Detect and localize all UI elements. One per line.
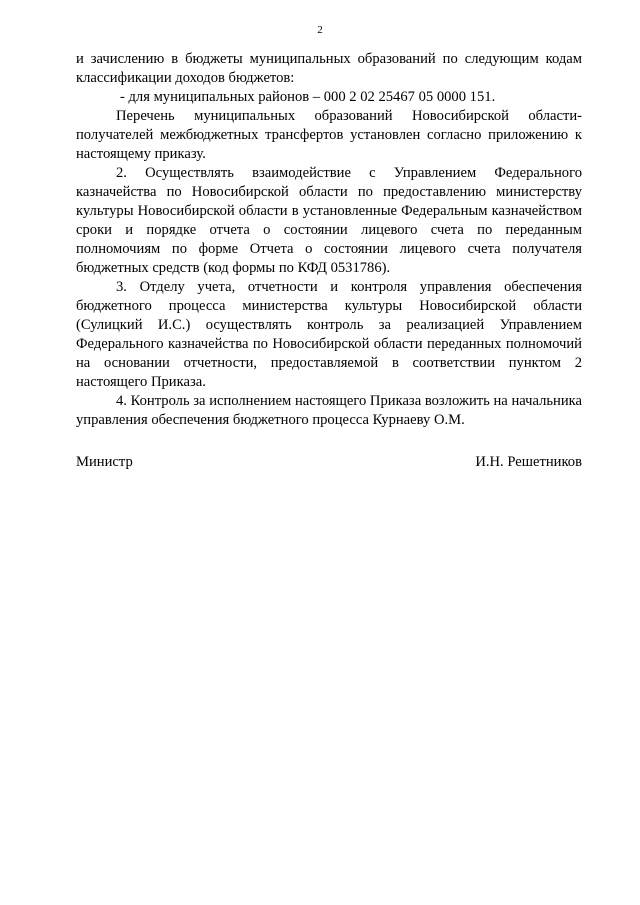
signature-block: [76, 453, 582, 472]
paragraph-recipients-list: Перечень муниципальных образований Новосибирской области-получателей межбюджетных трансфертов установлен согласно приложению к настоящему приказу.: [76, 108, 582, 162]
document-body: [76, 50, 582, 430]
signature-title: Министр: [76, 454, 133, 470]
paragraph-continuation: и зачислению в бюджеты муниципальных образований по следующим кодам классификации доходов бюджетов:: [76, 51, 582, 86]
signature-name: И.Н. Решетников: [475, 454, 582, 470]
page-number: 2: [317, 24, 323, 36]
paragraph-item-3: 3. Отделу учета, отчетности и контроля управления обеспечения бюджетного процесса министерства культуры Новосибирской области (Сулицкий И.С.) осуществлять контроль за реализацией Управлением Федерального казначейства по Новосибирской области переданных полномочий на основании отчетности, предоставляемой в соответствии пунктом 2 настоящего Приказа.: [76, 279, 582, 390]
paragraph-item-2: 2. Осуществлять взаимодействие с Управлением Федерального казначейства по Новосибирской области по предоставлению министерству культуры Новосибирской области в установленные Федеральным казначейством сроки и порядке отчета о состоянии лицевого счета по переданным полномочиям по форме Отчета о состоянии лицевого счета получателя бюджетных средств (код формы по КФД 0531786).: [76, 165, 582, 276]
paragraph-budget-code: - для муниципальных районов – 000 2 02 25467 05 0000 151.: [120, 89, 496, 105]
paragraph-item-4: 4. Контроль за исполнением настоящего Приказа возложить на начальника управления обеспечения бюджетного процесса Курнаеву О.М.: [76, 393, 582, 428]
